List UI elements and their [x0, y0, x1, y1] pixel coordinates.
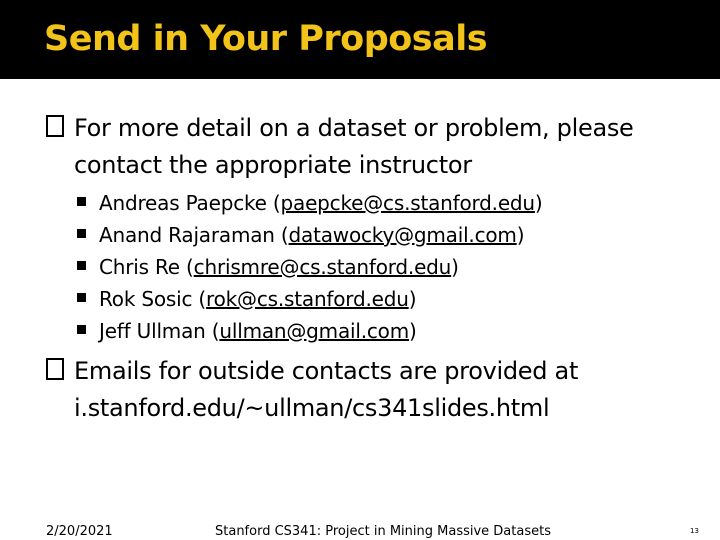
slide-title: Send in Your Proposals [44, 19, 488, 59]
list-item: Rok Sosic (rok@cs.stanford.edu) [0, 283, 720, 315]
bullet-contact [0, 110, 720, 184]
slide-content [0, 110, 720, 427]
bullet-text: Emails for outside contacts are provided at i.stanford.edu/~ullman/cs341slides.html [74, 357, 579, 422]
page-number: 13 [690, 527, 699, 535]
list-item: Jeff Ullman (ullman@gmail.com) [0, 315, 720, 347]
square-bullet-icon [77, 293, 86, 302]
footer-date: 2/20/2021 [46, 524, 113, 539]
bullet-box-icon [46, 358, 64, 380]
square-bullet-icon [77, 261, 86, 270]
email-link[interactable]: paepcke@cs.stanford.edu [280, 191, 535, 215]
email-link[interactable]: ullman@gmail.com [219, 319, 409, 343]
bullet-box-icon [46, 115, 64, 137]
email-link[interactable]: chrismre@cs.stanford.edu [193, 255, 452, 279]
square-bullet-icon [77, 325, 86, 334]
square-bullet-icon [77, 197, 86, 206]
title-bar [0, 0, 720, 79]
instructor-list [0, 187, 720, 347]
square-bullet-icon [77, 229, 86, 238]
list-item: Anand Rajaraman (datawocky@gmail.com) [0, 219, 720, 251]
slide-footer [0, 524, 720, 540]
bullet-emails [0, 353, 720, 427]
list-item: Andreas Paepcke (paepcke@cs.stanford.edu) [0, 187, 720, 219]
email-link[interactable]: rok@cs.stanford.edu [206, 287, 409, 311]
list-item: Chris Re (chrismre@cs.stanford.edu) [0, 251, 720, 283]
footer-course: Stanford CS341: Project in Mining Massive Datasets [215, 524, 551, 539]
email-link[interactable]: datawocky@gmail.com [288, 223, 517, 247]
bullet-text: For more detail on a dataset or problem, please contact the appropriate instructor [74, 114, 634, 179]
